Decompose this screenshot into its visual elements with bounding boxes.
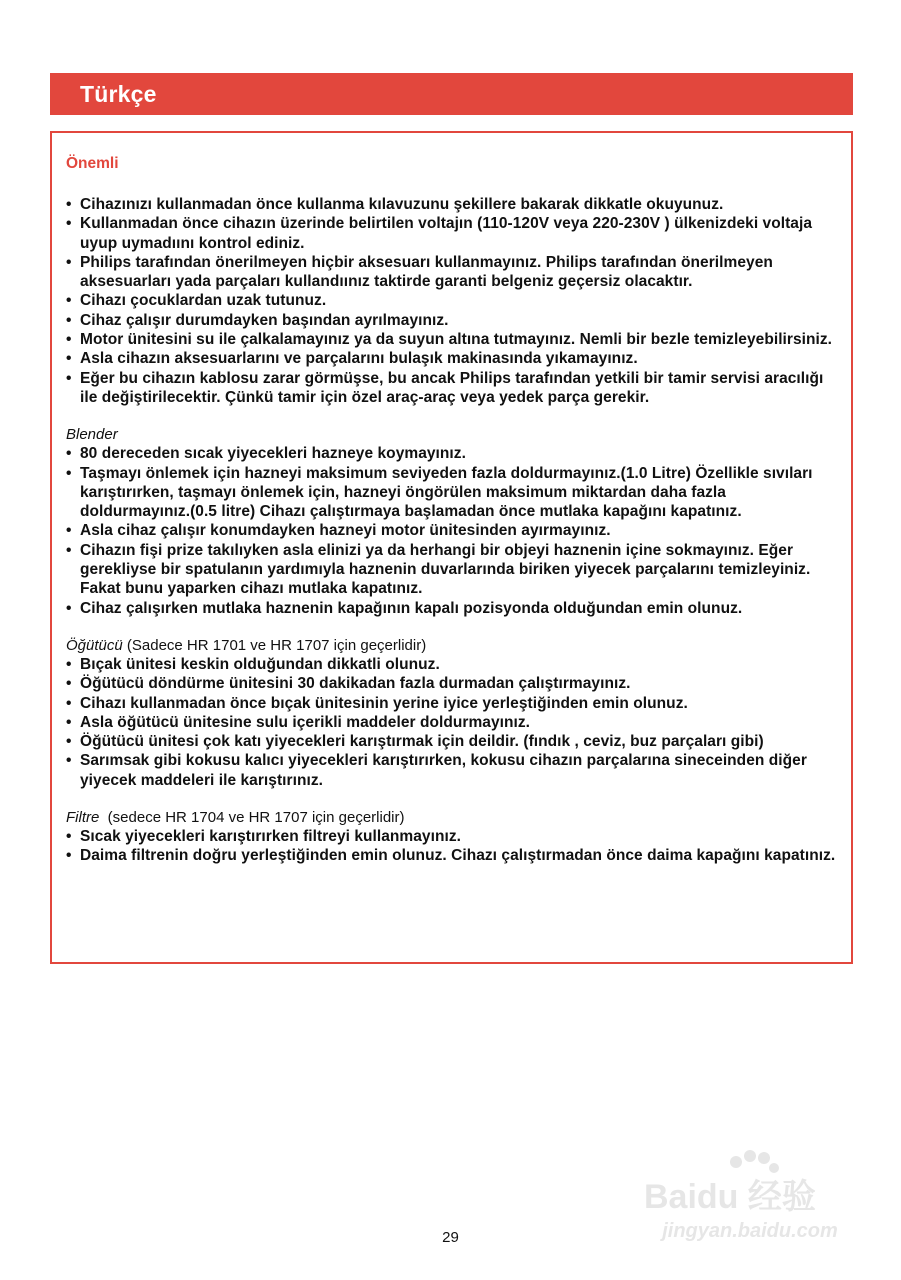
list-item: • Taşmayı önlemek için hazneyi maksimum seviyeden fazla doldurmayınız.(1.0 Litre) Özellikle sıvıları karıştırırken, taşmayı önlemek için, hazneyi öngörülen maksimum miktardan daha fazla doldurmayınız.(0.5 litre) Cihazı çalıştırmaya başlamadan önce mutlaka kapağını kapatınız. xyxy=(66,464,837,522)
list-item: • Asla öğütücü ünitesine sulu içerikli maddeler doldurmayınız. xyxy=(66,713,837,732)
page-number: 29 xyxy=(442,1229,459,1246)
safety-box xyxy=(50,131,853,964)
list-item: • Sıcak yiyecekleri karıştırırken filtreyi kullanmayınız. xyxy=(66,827,837,846)
grinder-note: (Sadece HR 1701 ve HR 1707 için geçerlidir) xyxy=(122,636,427,654)
list-item: • Cihazı kullanmadan önce bıçak ünitesinin yerine iyice yerleştiğinden emin olunuz. xyxy=(66,694,837,713)
baidu-paw-logo-icon xyxy=(640,1150,870,1220)
language-header xyxy=(50,73,853,115)
filter-title: Filtre xyxy=(66,809,100,827)
list-item: • Cihazın fişi prize takılıyken asla elinizi ya da herhangi bir objeyi haznenin içine sokmayınız. Eğer gerekliyse bir spatulanın yardımıyla haznenin duvarlarında biriken yiyecek parçalarını temizleyiniz. Fakat bunu yaparken cihazı mutlaka kapatınız. xyxy=(66,541,837,599)
filter-list xyxy=(66,827,837,866)
list-item: • Kullanmadan önce cihazın üzerinde belirtilen voltajın (110-120V veya 220-230V ) ülkenizdeki voltaja uyup uymadıını kontrol ediniz. xyxy=(66,214,837,253)
filter-heading xyxy=(66,808,837,827)
list-item: • Asla cihaz çalışır konumdayken hazneyi motor ünitesinden ayırmayınız. xyxy=(66,521,837,540)
list-item: • Cihazınızı kullanmadan önce kullanma kılavuzunu şekillere bakarak dikkatle okuyunuz. xyxy=(66,195,837,214)
list-item: • 80 dereceden sıcak yiyecekleri hazneye koymayınız. xyxy=(66,444,837,463)
list-item: • Öğütücü ünitesi çok katı yiyecekleri karıştırmak için deildir. (fındık , ceviz, buz parçaları gibi) xyxy=(66,732,837,751)
list-item: • Öğütücü döndürme ünitesini 30 dakikadan fazla durmadan çalıştırmayınız. xyxy=(66,674,837,693)
list-item: • Daima filtrenin doğru yerleştiğinden emin olunuz. Cihazı çalıştırmadan önce daima kapağını kapatınız. xyxy=(66,846,837,865)
list-item: • Motor ünitesini su ile çalkalamayınız ya da suyun altına tutmayınız. Nemli bir bezle temizleyebilirsiniz. xyxy=(66,330,837,349)
list-item: • Cihazı çocuklardan uzak tutunuz. xyxy=(66,291,837,310)
list-item: • Sarımsak gibi kokusu kalıcı yiyecekleri karıştırırken, kokusu cihazın parçalarına sineceinden diğer yiyecek maddeleri ile karıştırınız. xyxy=(66,751,837,790)
list-item: • Philips tarafından önerilmeyen hiçbir aksesuarı kullanmayınız. Philips tarafından önerilmeyen aksesuarları yada parçaları kullandıınız taktirde garanti belgeniz geçersiz olacaktır. xyxy=(66,253,837,292)
blender-heading xyxy=(66,425,837,444)
list-item: • Eğer bu cihazın kablosu zarar görmüşse, bu ancak Philips tarafından yetkili bir tamir servisi aracılığı ile değiştirilecektir. Çünkü tamir için özel araç-araç veya yedek parça gerekir. xyxy=(66,369,837,408)
list-item: • Bıçak ünitesi keskin olduğundan dikkatli olunuz. xyxy=(66,655,837,674)
list-item: • Cihaz çalışır durumdayken başından ayrılmayınız. xyxy=(66,311,837,330)
important-list xyxy=(66,195,837,407)
grinder-heading xyxy=(66,636,837,655)
important-title: Önemli xyxy=(66,155,119,172)
grinder-list xyxy=(66,655,837,790)
watermark-url: jingyan.baidu.com xyxy=(662,1220,838,1242)
grinder-title: Öğütücü xyxy=(66,636,123,654)
filter-note: (sedece HR 1704 ve HR 1707 için geçerlidir) xyxy=(99,809,405,827)
watermark-brand: Baidu 经验 xyxy=(644,1178,816,1216)
list-item: • Asla cihazın aksesuarlarını ve parçalarını bulaşık makinasında yıkamayınız. xyxy=(66,349,837,368)
blender-list xyxy=(66,444,837,618)
language-title: Türkçe xyxy=(80,81,157,107)
list-item: • Cihaz çalışırken mutlaka haznenin kapağının kapalı pozisyonda olduğundan emin olunuz. xyxy=(66,599,837,618)
blender-title: Blender xyxy=(66,426,118,444)
